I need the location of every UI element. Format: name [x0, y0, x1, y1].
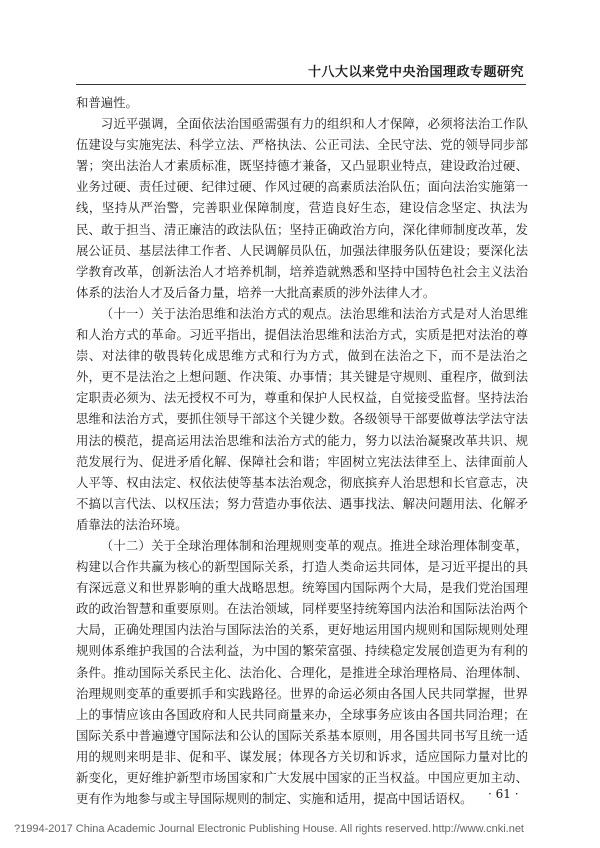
page-header	[0, 0, 600, 90]
header-rule	[76, 84, 526, 85]
paragraph-talent-guarantee: 习近平强调，全面依法治国亟需强有力的组织和人才保障，必须将法治工作队伍建设与实施宪法、科学立法、严格执法、公正司法、全民守法、党的领导同步部署；突出法治人才素质标准，既坚持德才兼备，又凸显职业特点，建设政治过硬、业务过硬、责任过硬、纪律过硬、作风过硬的高素质法治队伍；面向法治实施第一线，坚持从严治警，完善职业保障制度，营造良好生态，建设信念坚定、执法为民、敢于担当、清正廉洁的政法队伍；坚持正确政治方向，深化律师制度改革，发展公证员、基层法律工作者、人民调解员队伍，加强法律服务队伍建设；要深化法学教育改革，创新法治人才培养机制，培养造就熟悉和坚持中国特色社会主义法治体系的法治人才及后备力量，培养一大批高素质的涉外法律人才。	[76, 116, 528, 300]
footer-url[interactable]: http://www.cnki.net	[432, 823, 524, 835]
paragraph-continuation: 和普遍性。	[76, 95, 138, 110]
footer-copyright: ?1994-2017 China Academic Journal Electronic Publishing House. All rights reserved.	[14, 823, 432, 835]
body-text	[76, 92, 528, 809]
page-number: · 61 ·	[488, 787, 519, 801]
running-title: 十八大以来党中央治国理政专题研究	[307, 65, 524, 80]
paragraph-global-governance: （十二）关于全球治理体制和治理规则变革的观点。推进全球治理体制变革，构建以合作共赢为核心的新型国际关系，打造人类命运共同体，是习近平提出的具有深远意义和世界影响的重大战略思想。统筹国内国际两个大局，是我们党治国理政的政治智慧和重要原则。在法治领域，同样要坚持统筹国内法治和国际法治两个大局，正确处理国内法治与国际法治的关系，更好地运用国内规则和国际规则处理规则体系维护我国的合法利益，为中国的繁荣富强、持续稳定发展创造更为有利的条件。推动国际关系民主化、法治化、合理化，是推进全球治理格局、治理体制、治理规则变革的重要抓手和实践路径。世界的命运必须由各国人民共同掌握，世界上的事情应该由各国政府和人民共同商量来办，全球事务应该由各国共同治理；在国际关系中普遍遵守国际法和公认的国际关系基本原则，用各国共同书写且统一适用的规则来明是非、促和平、谋发展；体现各方关切和诉求，适应国际力量对比的新变化，更好维护新型市场国家和广大发展中国家的正当权益。中国应更加主动、更有作为地参与或主导国际规则的制定、实施和适用，提高中国话语权。	[76, 537, 528, 807]
page-footer	[0, 819, 600, 843]
paragraph-rule-of-law-thinking: （十一）关于法治思维和法治方式的观点。法治思维和法治方式是对人治思维和人治方式的革命。习近平指出，提倡法治思维和法治方式，实质是把对法治的尊崇、对法律的敬畏转化成思维方式和行为方式，做到在法治之下，而不是法治之外，更不是法治之上想问题、作决策、办事情；其关键是守规则、重程序，做到法定职责必须为、法无授权不可为，尊重和保护人民权益，自觉接受监督。坚持法治思维和法治方式，要抓住领导干部这个关键少数。各级领导干部要做尊法学法守法用法的模范，提高运用法治思维和法治方式的能力，努力以法治凝聚改革共识、规范发展行为、促进矛盾化解、保障社会和谐；牢固树立宪法法律至上、法律面前人人平等、权由法定、权依法使等基本法治观念，彻底摈弃人治思想和长官意志，决不搞以言代法、以权压法；努力营造办事依法、遇事找法、解决问题用法、化解矛盾靠法的法治环境。	[76, 305, 528, 532]
